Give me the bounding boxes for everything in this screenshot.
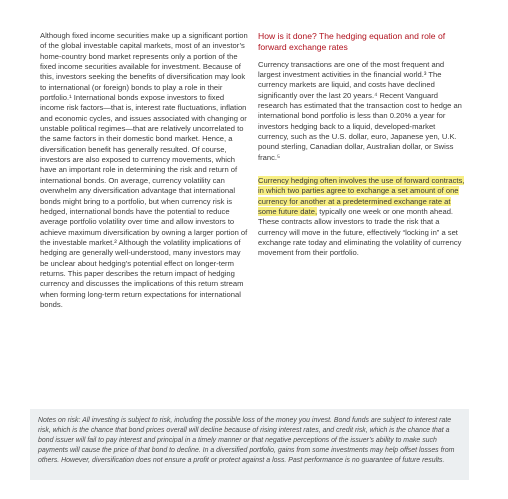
- risk-notes-text: Notes on risk: All investing is subject to risk, including the possible loss of the money you invest. Bond funds are subject to interest rate risk, which is the chance that bond prices overall will decline because of rising interest rates, and credit risk, which is the chance that a bond issuer will fail to pay interest and principal in a timely manner or that negative perceptions of the issuer’s ability to make such payments will cause the price of that bond to decline. In a diversified portfolio, gains from some investments may help offset losses from others. However, diversification does not ensure a profit or protect against a loss. Past performance is no guarantee of future results.: [38, 417, 455, 464]
- paragraph-continuation: typically one week or one month ahead. These contracts allow investors to trade the risk that a currency will move in the future, effectively “locking in” a set exchange rate today and eliminating the volatility of currency movement from their portfolio.: [258, 207, 462, 258]
- currency-transactions-paragraph: Currency transactions are one of the most frequent and largest investment activities in the financial world.³ The currency markets are liquid, and costs have declined significantly over the last 20 years.⁴ Recent Vanguard research has estimated that the transaction cost to hedge an international bond portfolio is less than 0.20% a year for investors hedging back to a liquid, developed-market currency, such as the U.S. dollar, euro, Japanese yen, U.K. pound sterling, Canadian dollar, Australian dollar, or Swiss franc.⁵: [258, 59, 462, 162]
- risk-notes-box: [30, 409, 469, 480]
- section-heading: How is it done? The hedging equation and role of forward exchange rates: [258, 31, 446, 52]
- highlighted-text: Currency hedging often involves the use of forward contracts, in which two parties agree to exchange a set amount of one currency for another at a predetermined exchange rate at some future date,: [258, 176, 465, 217]
- right-column: [258, 31, 468, 272]
- currency-hedging-paragraph: [258, 176, 468, 259]
- left-column: [40, 31, 248, 310]
- intro-paragraph: Although fixed income securities make up a significant portion of the global investable capital markets, most of an investor’s home-country bond market represents only a portion of the fixed income securities available for investment. Because of this, investors seeking the benefits of diversification may look to international (or foreign) bonds to play a role in their portfolio.¹ International bonds expose investors to fixed income risk factors—that is, interest rate fluctuations, inflation and economic cycles, and issues associated with changing or unstable political regimes—that are relatively uncorrelated to the same factors in their domestic bond market. Hence, a diversification benefit has generally resulted. Of course, investors are also exposed to currency movements, which have an important role in determining the risk and return of international bonds. On average, currency volatility can overwhelm any diversification advantage that international bonds might bring to a portfolio, but when currency risk is hedged, international bonds have the potential to reduce average portfolio volatility over time and allow investors to achieve maximum diversification by owning a larger portion of the investable market.² Although the volatility implications of hedging are generally well-understood, many investors may be unclear about hedging’s potential effect on longer-term returns. This paper describes the return impact of hedging currency and discusses the implications of this return stream when forming long-term return expectations for international bonds.: [40, 31, 248, 309]
